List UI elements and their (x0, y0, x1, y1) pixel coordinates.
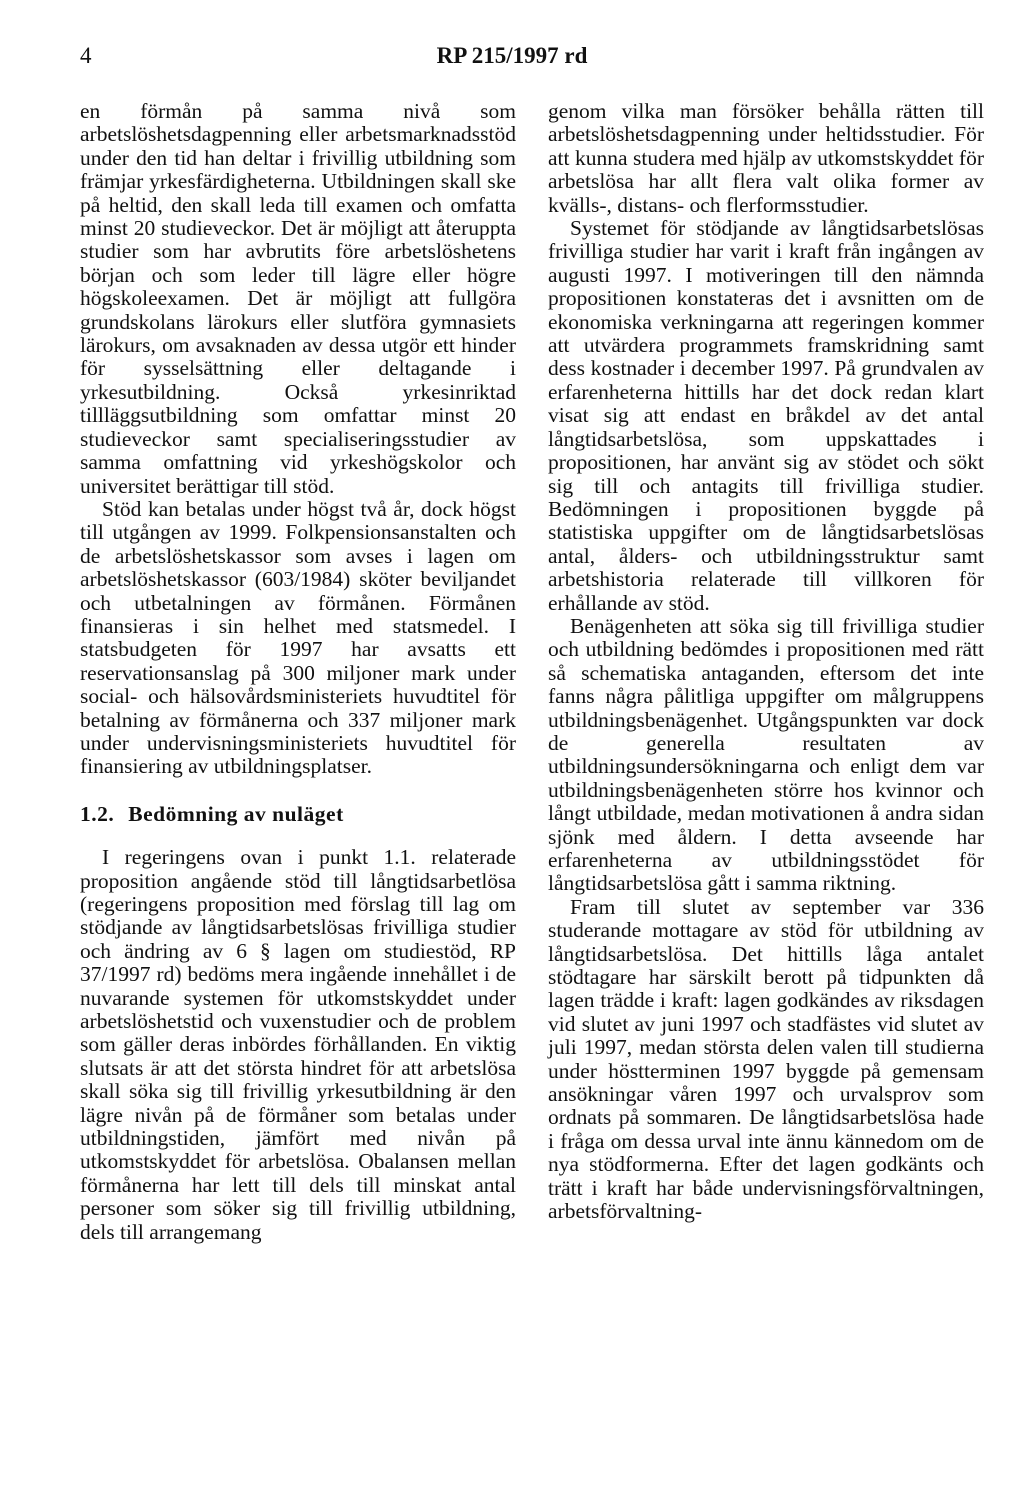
right-paragraph-1: genom vilka man försöker behålla rätten till arbetslöshetsdagpenning under heltidsstudier. För att kunna studera med hjälp av utkomstskyddet för arbetslösa har allt flera valt olika former av kvälls-, distans- och flerformsstudier. (548, 99, 984, 217)
right-column (548, 100, 984, 1224)
right-paragraph-3: Benägenheten att söka sig till frivilliga studier och utbildning bedömdes i propositionen med rätt så schematiska antaganden, eftersom det inte fanns några pålitliga uppgifter om målgruppens utbildningsbenägenhet. Utgångspunkten var dock de generella resultaten av utbildningsundersökningarna och enligt dem var utbildningsbenägenheten större hos kvinnor och långt utbildade, medan motivationen å andra sidan sjönk med åldern. I detta avseende har erfarenheterna av utbildningsstödet för långtidsarbetslösa gått i samma riktning. (548, 613, 984, 896)
page-number: 4 (80, 43, 92, 68)
section-heading-number: 1.2. (80, 801, 115, 826)
right-paragraph-2: Systemet för stödjande av långtidsarbetslösas frivilliga studier har varit i kraft från ingången av augusti 1997. I motiveringen till den nämnda propositionen konstateras det i avsnitten om de ekonomiska verkningarna att regeringen kommer att utvärdera programmets framskridning samt dess kostnader i december 1997. På grundvalen av erfarenheterna hittills har det dock redan klart visat sig att endast en bråkdel av det antal långtidsarbetslösa, som uppskattades i propositionen, har använt sig av stödet och sökt sig till och antagits till frivilliga studier. Bedömningen i propositionen byggde på statistiska uppgifter om de långtidsarbetslösas antal, ålders- och utbildningsstruktur samt arbetshistoria relaterade till villkoren för erhållande av stöd. (548, 216, 984, 615)
section-heading-text: Bedömning av nuläget (128, 801, 344, 826)
right-paragraph-4: Fram till slutet av september var 336 studerande mottagare av stöd för utbildning av långtidsarbetslösa. Det hittills låga antalet stödtagare har särskilt berott på tidpunkten då lagen trädde i kraft: lagen godkändes av riksdagen vid slutet av juni 1997 och stadfästes vid slutet av juli 1997, medan största delen valen till studierna under höstterminen 1997 byggde på gemensam ansökningar våren 1997 och urvalsprov som ordnats på sommaren. De långtidsarbetslösa hade i fråga om dessa urval inte ännu kännedom om de nya stödformerna. Efter det lagen godkänts och trätt i kraft har både undervisningsförvaltningen, arbetsförvaltning- (548, 894, 984, 1224)
left-column (80, 100, 516, 1244)
left-paragraph-2: Stöd kan betalas under högst två år, dock högst till utgången av 1999. Folkpensionsanstalten och de arbetslöshetskassor som avses i lagen om arbetslöshetskassor (603/1984) sköter beviljandet och utbetalningen av förmånen. Förmånen finansieras i sin helhet med statsmedel. I statsbudgeten för 1997 har avsatts ett reservationsanslag på 300 miljoner mark under social- och hälsovårdsministeriets huvudtitel för betalning av förmånerna och 337 miljoner mark under undervisningsministeriets huvudtitel för finansiering av utbildningsplatser. (80, 496, 516, 779)
section-heading (80, 803, 516, 826)
left-paragraph-1: en förmån på samma nivå som arbetslöshetsdagpenning eller arbetsmarknadsstöd under den tid han deltar i frivillig utbildning som främjar yrkesfärdigheterna. Utbildningen skall ske på heltid, den skall leda till examen och omfatta minst 20 studieveckor. Det är möjligt att återuppta studier som har avbrutits före arbetslöshetens början och som leder till lägre eller högre högskoleexamen. Det är möjligt att fullgöra grundskolans lärokurs eller slutföra gymnasiets lärokurs, om avsaknaden av dessa utgör ett hinder för sysselsättning eller deltagande i yrkesutbildning. Också yrkesinriktad tillläggsutbildning som omfattar minst 20 studieveckor samt specialiseringsstudier av samma omfattning vid yrkeshögskolor och universitet berättigar till stöd. (80, 99, 516, 498)
running-title: RP 215/1997 rd (436, 43, 588, 68)
left-paragraph-3: I regeringens ovan i punkt 1.1. relaterade proposition angående stöd till långtidsarbetlösa (regeringens proposition med förslag till lag om stödjande av långtidsarbetslösas frivilliga studier och ändring av 6 § lagen om studiestöd, RP 37/1997 rd) bedöms mera ingående innehållet i de nuvarande systemen för utkomstskyddet under arbetslöshetstid och vuxenstudier och de problem som gäller deras inbördes förhållanden. En viktig slutsats är att det största hindret för att arbetslösa skall söka sig till frivillig yrkesutbildning är den lägre nivån på de förmåner som betalas under utbildningstiden, jämfört med nivån på utkomstskyddet för arbetslösa. Obalansen mellan förmånerna har lett till dels till minskat antal personer som söker sig till frivillig utbildning, dels till arrangemang (80, 845, 516, 1244)
